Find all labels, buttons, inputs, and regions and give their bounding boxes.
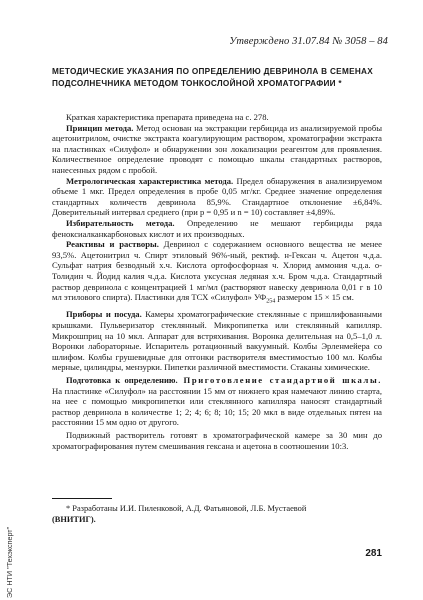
- selectivity-heading: Избирательность метода.: [66, 217, 175, 228]
- preparation-heading: Подготовка к определению.: [66, 374, 178, 385]
- document-body: [52, 112, 382, 451]
- preparation-paragraph: Подготовка к определению. Приготовление стандартной шкалы. На пластинке «Силуфол» на расстоянии 15 мм от нижнего края намечают линию старта, на нее с помощью микропипетки или стеклянного капилляра наносят стандартный раствор девринола в количестве 1; 2; 4; 6; 8; 10; 15; 20 мкл в виде отдельных пятен на расстоянии 15 мм одно от другого.: [52, 374, 382, 428]
- solvent-paragraph: Подвижный растворитель готовят в хроматографической камере за 30 мин до хроматографирования путем смешивания гексана и ацетона в соотношении 10:3.: [52, 429, 382, 451]
- metrology-heading: Метрологическая характеристика метода.: [66, 175, 234, 186]
- approval-line: Утверждено 31.07.84 № 3058 – 84: [229, 36, 388, 47]
- footnote: * Разработаны И.И. Пиленковой, А.Д. Фатьяновой, Л.Б. Мустаевой (ВНИТИГ).: [52, 504, 307, 524]
- principle-heading: Принцип метода.: [66, 122, 134, 133]
- selectivity-paragraph: Избирательность метода. Определению не мешают гербициды ряда феноксиалканкарбоновых кислот и их производных.: [52, 217, 382, 239]
- page-number: 281: [365, 548, 382, 559]
- document-title: МЕТОДИЧЕСКИЕ УКАЗАНИЯ ПО ОПРЕДЕЛЕНИЮ ДЕВРИНОЛА В СЕМЕНАХ ПОДСОЛНЕЧНИКА МЕТОДОМ ТОНКОСЛОЙНОЙ ХРОМАТОГРАФИИ *: [52, 67, 374, 88]
- equipment-heading: Приборы и посуда.: [66, 309, 142, 320]
- standard-scale-heading: Приготовление стандартной шкалы.: [177, 374, 382, 385]
- brief-paragraph: Краткая характеристика препарата приведена на с. 278.: [66, 112, 269, 122]
- footnote-divider: [52, 498, 112, 499]
- principle-paragraph: Принцип метода. Метод основан на экстракции гербицида из анализируемой пробы ацетонитрилом, очистке экстракта коагулирующим раствором, хроматографии экстракта на пластинках «Силуфол» и обнаружении зон локализации реагентом для проявления. Количественное определение проводят с помощью шкалы стандартных растворов, нанесенных рядом с пробой.: [52, 122, 382, 175]
- sidebar-watermark: ЭС НТИ "Техэксперт": [5, 526, 14, 598]
- metrology-paragraph: Метрологическая характеристика метода. Предел обнаружения в анализируемом объеме 1 мкг. Предел определения в пробе 0,05 мг/кг. Среднее значение определения стандартных количеств девринола 85,9%. Стандартное отклонение ±6,84%. Доверительный интервал среднего (при p = 0,95 и n = 10) составляет ±4,89%.: [52, 175, 383, 218]
- equipment-paragraph: Приборы и посуда. Камеры хроматографические стеклянные с пришлифованными крышками. Пульверизатор стеклянный. Микропипетка или стеклянный капилляр. Микрошприц на 10 мкл. Аппарат для встряхивания. Воронка делительная на 0,5–1,0 л. Воронки лабораторные. Испаритель ротационный вакуумный. Колбы Эрленмейера со шлифом. Колбы грушевидные для отгонки растворителя вместимостью 100 мл. Колбы мерные, цилиндры, мензурки. Пипетки различной вместимости. Стаканы химические.: [52, 309, 382, 373]
- footnote-org: (ВНИТИГ).: [52, 514, 96, 524]
- reagents-heading: Реактивы и растворы.: [66, 239, 159, 250]
- reagents-paragraph: Реактивы и растворы. Девринол с содержанием основного вещества не менее 93,5%. Ацетонитрил ч. Спирт этиловый 96%-ный, ректиф. н-Гексан ч. Ацетон ч.д.а. Сульфат натрия безводный х.ч. Кислота ортофосфорная ч. Хлорид аммония ч.д.а. о-Толидин ч. Йодид калия ч.д.а. Кислота уксусная ледяная х.ч. Бром ч.д.а. Стандартный раствор девринола с концентрацией 1 мг/мл (растворяют навеску девринола 0,01 г в 10 мл этилового спирта). Пластинки для ТСХ «Силуфол» $УФ_{254}$ размером 15 × 15 см.: [52, 239, 382, 305]
